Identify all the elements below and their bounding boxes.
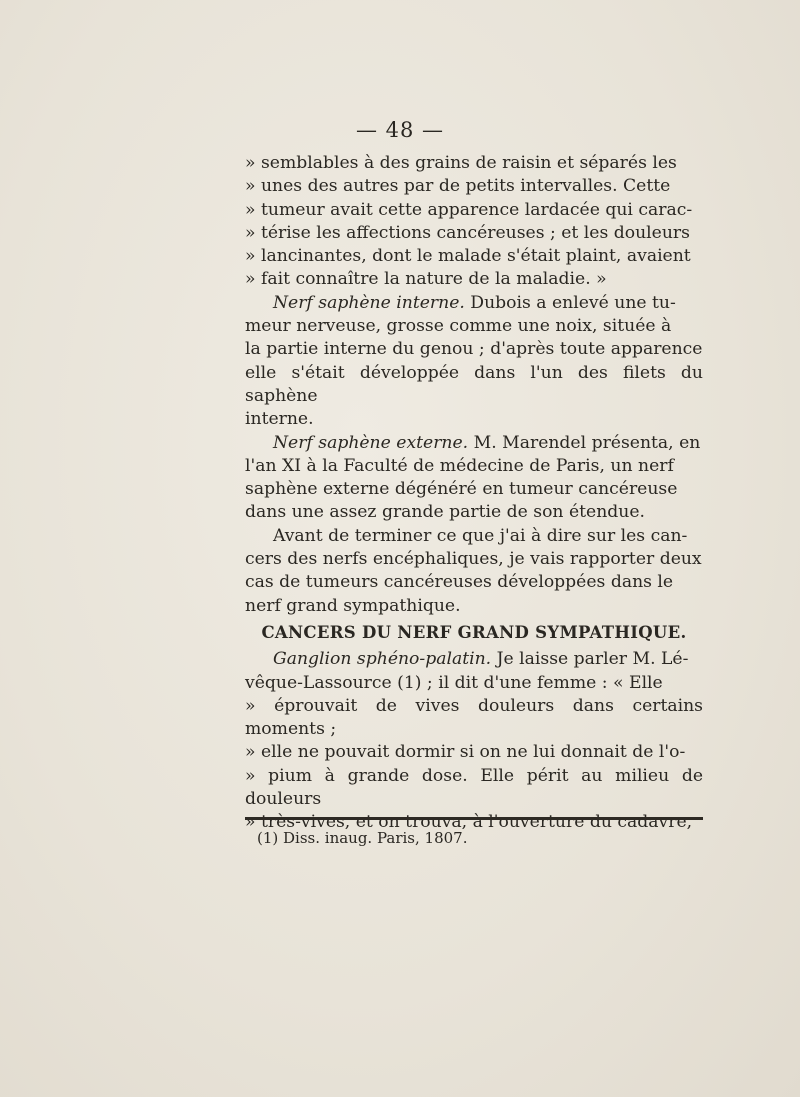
page-body xyxy=(245,152,703,835)
text-line: » elle ne pouvait dormir si on ne lui donnait de l'o- xyxy=(245,742,686,763)
text-line: » éprouvait de vives douleurs dans certains moments ; xyxy=(245,695,703,740)
text-line: cas de tumeurs cancéreuses développées dans le xyxy=(245,572,674,593)
paragraph-ganglion xyxy=(245,648,703,834)
text-line: » unes des autres par de petits intervalles. Cette xyxy=(245,176,671,197)
text-line: » fait connaître la nature de la maladie. » xyxy=(245,269,607,290)
text-line: elle s'était développée dans l'un des filets du saphène xyxy=(245,362,703,406)
text-line: » tumeur avait cette apparence lardacée qui carac- xyxy=(245,199,693,220)
text-line: » très-vives, et on trouva, à l'ouverture du cadavre, xyxy=(245,812,693,833)
text-line: cers des nerfs encéphaliques, je vais rapporter deux xyxy=(245,549,702,570)
footnote-rule xyxy=(245,817,703,820)
text-line: l'an XI à la Faculté de médecine de Paris, un nerf xyxy=(245,455,674,476)
paragraph-lead: Nerf saphène externe. xyxy=(273,432,469,453)
text-line: vêque-Lassource (1) ; il dit d'une femme : « Elle xyxy=(245,672,663,693)
text-line: » lancinantes, dont le malade s'était plaint, avaient xyxy=(245,246,691,267)
text-line: » térise les affections cancéreuses ; et les douleurs xyxy=(245,222,690,243)
text-line: saphène externe dégénéré en tumeur cancéreuse xyxy=(245,479,678,500)
paragraph-saphene-externe xyxy=(245,432,703,525)
paragraph-lead: Nerf saphène interne. xyxy=(273,292,465,313)
text-line: » pium à grande dose. Elle périt au milieu de douleurs xyxy=(245,765,703,810)
text-line: nerf grand sympathique. xyxy=(245,595,461,616)
text-line: Dubois a enlevé une tu- xyxy=(464,292,676,313)
section-title: CANCERS DU NERF GRAND SYMPATHIQUE. xyxy=(261,622,687,642)
text-line: dans une assez grande partie de son étendue. xyxy=(245,502,645,523)
text-line: interne. xyxy=(245,409,314,430)
paragraph-saphene-interne xyxy=(245,292,703,432)
text-line: M. Marendel présenta, en xyxy=(468,432,701,453)
text-line: meur nerveuse, grosse comme une noix, située à xyxy=(245,316,672,337)
text-line: la partie interne du genou ; d'après toute apparence xyxy=(245,339,703,360)
paragraph-lead: Ganglion sphéno-palatin. xyxy=(273,649,492,670)
text-line: Avant de terminer ce que j'ai à dire sur les can- xyxy=(273,525,688,546)
text-line: Je laisse parler M. Lé- xyxy=(491,649,689,670)
text-line: » semblables à des grains de raisin et séparés les xyxy=(245,153,677,173)
paragraph-transition xyxy=(245,525,703,618)
footnote: (1) Diss. inaug. Paris, 1807. xyxy=(257,829,468,847)
page-number: — 48 — xyxy=(355,118,445,142)
quote-paragraph xyxy=(245,152,703,292)
